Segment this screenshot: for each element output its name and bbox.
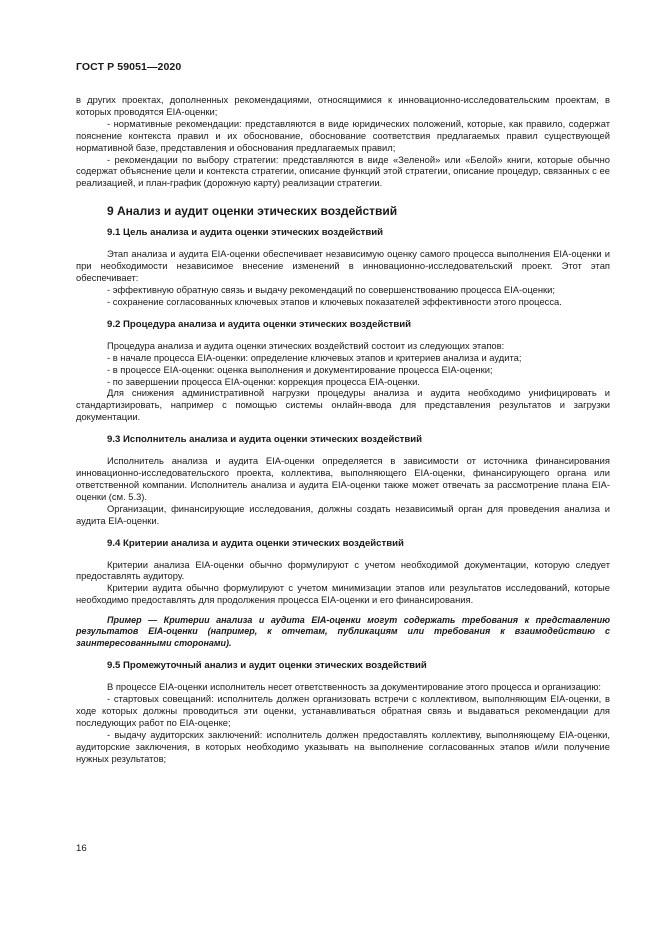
intro-continuation: в других проектах, дополненных рекомендациями, относящимися к инновационно-исследовательским проектам, в которых проводятся EIA-оценки; [76,94,610,117]
paragraph: Исполнитель анализа и аудита EIA-оценки определяется в зависимости от источника финансирования инновационно-исследовательского проекта, коллектива, выполняющего EIA-оценки, финансирующего органа или ответственной компании. Исполнитель анализа и аудита EIA-оценки также может отвечать за рассмотрение плана EIA-оценки (см. 5.3). [76,455,610,502]
subsection-9-1-title: 9.1 Цель анализа и аудита оценки этических воздействий [107,227,384,239]
paragraph: Организации, финансирующие исследования, должны создать независимый орган для проведения анализа и аудита EIA-оценки. [76,502,610,526]
paragraph: В процессе EIA-оценки исполнитель несет ответственность за документирование этого процесса и организацию: [107,681,602,693]
intro-list-item: - нормативные рекомендации: представляются в виде юридических положений, которые, как правило, содержат пояснение контекста правил и их обоснование, обоснование соответствия предлагаемых правил существующей нормативной базе, представления и обоснования предлагаемых правил; [76,117,610,153]
page-number: 16 [76,843,87,854]
paragraph: Критерии аудита обычно формулируют с учетом минимизации этапов или результатов исследований, которые необходимо предоставлять для продолжения процесса EIA-оценки и его финансирования. [76,582,610,606]
paragraph: Процедура анализа и аудита оценки этических воздействий состоит из следующих этапов: [107,339,505,351]
intro-list-item: - рекомендации по выбору стратегии: представляются в виде «Зеленой» или «Белой» книги, которые обычно содержат объяснение цели и контекста стратегии, описание функций этой стратегии, описание процедур, связанных с ее реализацией, и план-график (дорожную карту) реализации стратегии. [76,153,610,189]
subsection-9-5-title: 9.5 Промежуточный анализ и аудит оценки этических воздействий [107,660,427,672]
subsection-9-3-title: 9.3 Исполнитель анализа и аудита оценки этических воздействий [107,434,423,446]
list-item: - выдачу аудиторских заключений: исполнитель должен предоставлять коллективу, выполняющему EIA-оценки, аудиторские заключения, в которых необходимо указывать на выполнение согласованных этапов и/или получение нужных результатов; [76,728,610,764]
document-header: ГОСТ Р 59051—2020 [76,61,182,73]
list-item: - в начале процесса EIA-оценки: определение ключевых этапов и критериев анализа и аудита; [107,351,522,363]
list-item: - по завершении процесса EIA-оценки: коррекция процесса EIA-оценки. [107,375,420,387]
document-body [76,94,610,764]
paragraph: Для снижения административной нагрузки процедуры анализа и аудита необходимо унифицировать и стандартизировать, например с помощью системы онлайн-ввода для представления результатов и загрузки документации. [76,387,610,423]
paragraph: Этап анализа и аудита EIA-оценки обеспечивает независимую оценку самого процесса выполнения EIA-оценки и при необходимости независимое внесение изменений в инновационно-исследовательский проект. Этот этап обеспечивает: [76,248,610,284]
subsection-9-4-title: 9.4 Критерии анализа и аудита оценки этических воздействий [107,537,404,549]
subsection-9-2-title: 9.2 Процедура анализа и аудита оценки этических воздействий [107,318,412,330]
section-9-title: 9 Анализ и аудит оценки этических воздействий [107,204,398,219]
example-note: Пример — Критерии анализа и аудита EIA-оценки могут содержать требования к представлению результатов EIA-оценки (например, к отчетам, публикациям или требования к взаимодействию с заинтересованными сторонами). [76,615,610,648]
list-item: - эффективную обратную связь и выдачу рекомендаций по совершенствованию процесса EIA-оценки; [107,283,555,295]
list-item: - в процессе EIA-оценки: оценка выполнения и документирование процесса EIA-оценки; [107,363,493,375]
paragraph: Критерии анализа EIA-оценки обычно формулируют с учетом необходимой документации, которую следует предоставлять аудитору. [76,558,610,582]
list-item: - стартовых совещаний: исполнитель должен организовать встречи с коллективом, выполняющим EIA-оценки, в ходе которых должны проводиться эти оценки, устанавливаться обратная связь и выдаваться рекомендации для последующих работ по EIA-оценке; [76,692,610,728]
list-item: - сохранение согласованных ключевых этапов и ключевых показателей эффективности этого процесса. [107,295,562,307]
